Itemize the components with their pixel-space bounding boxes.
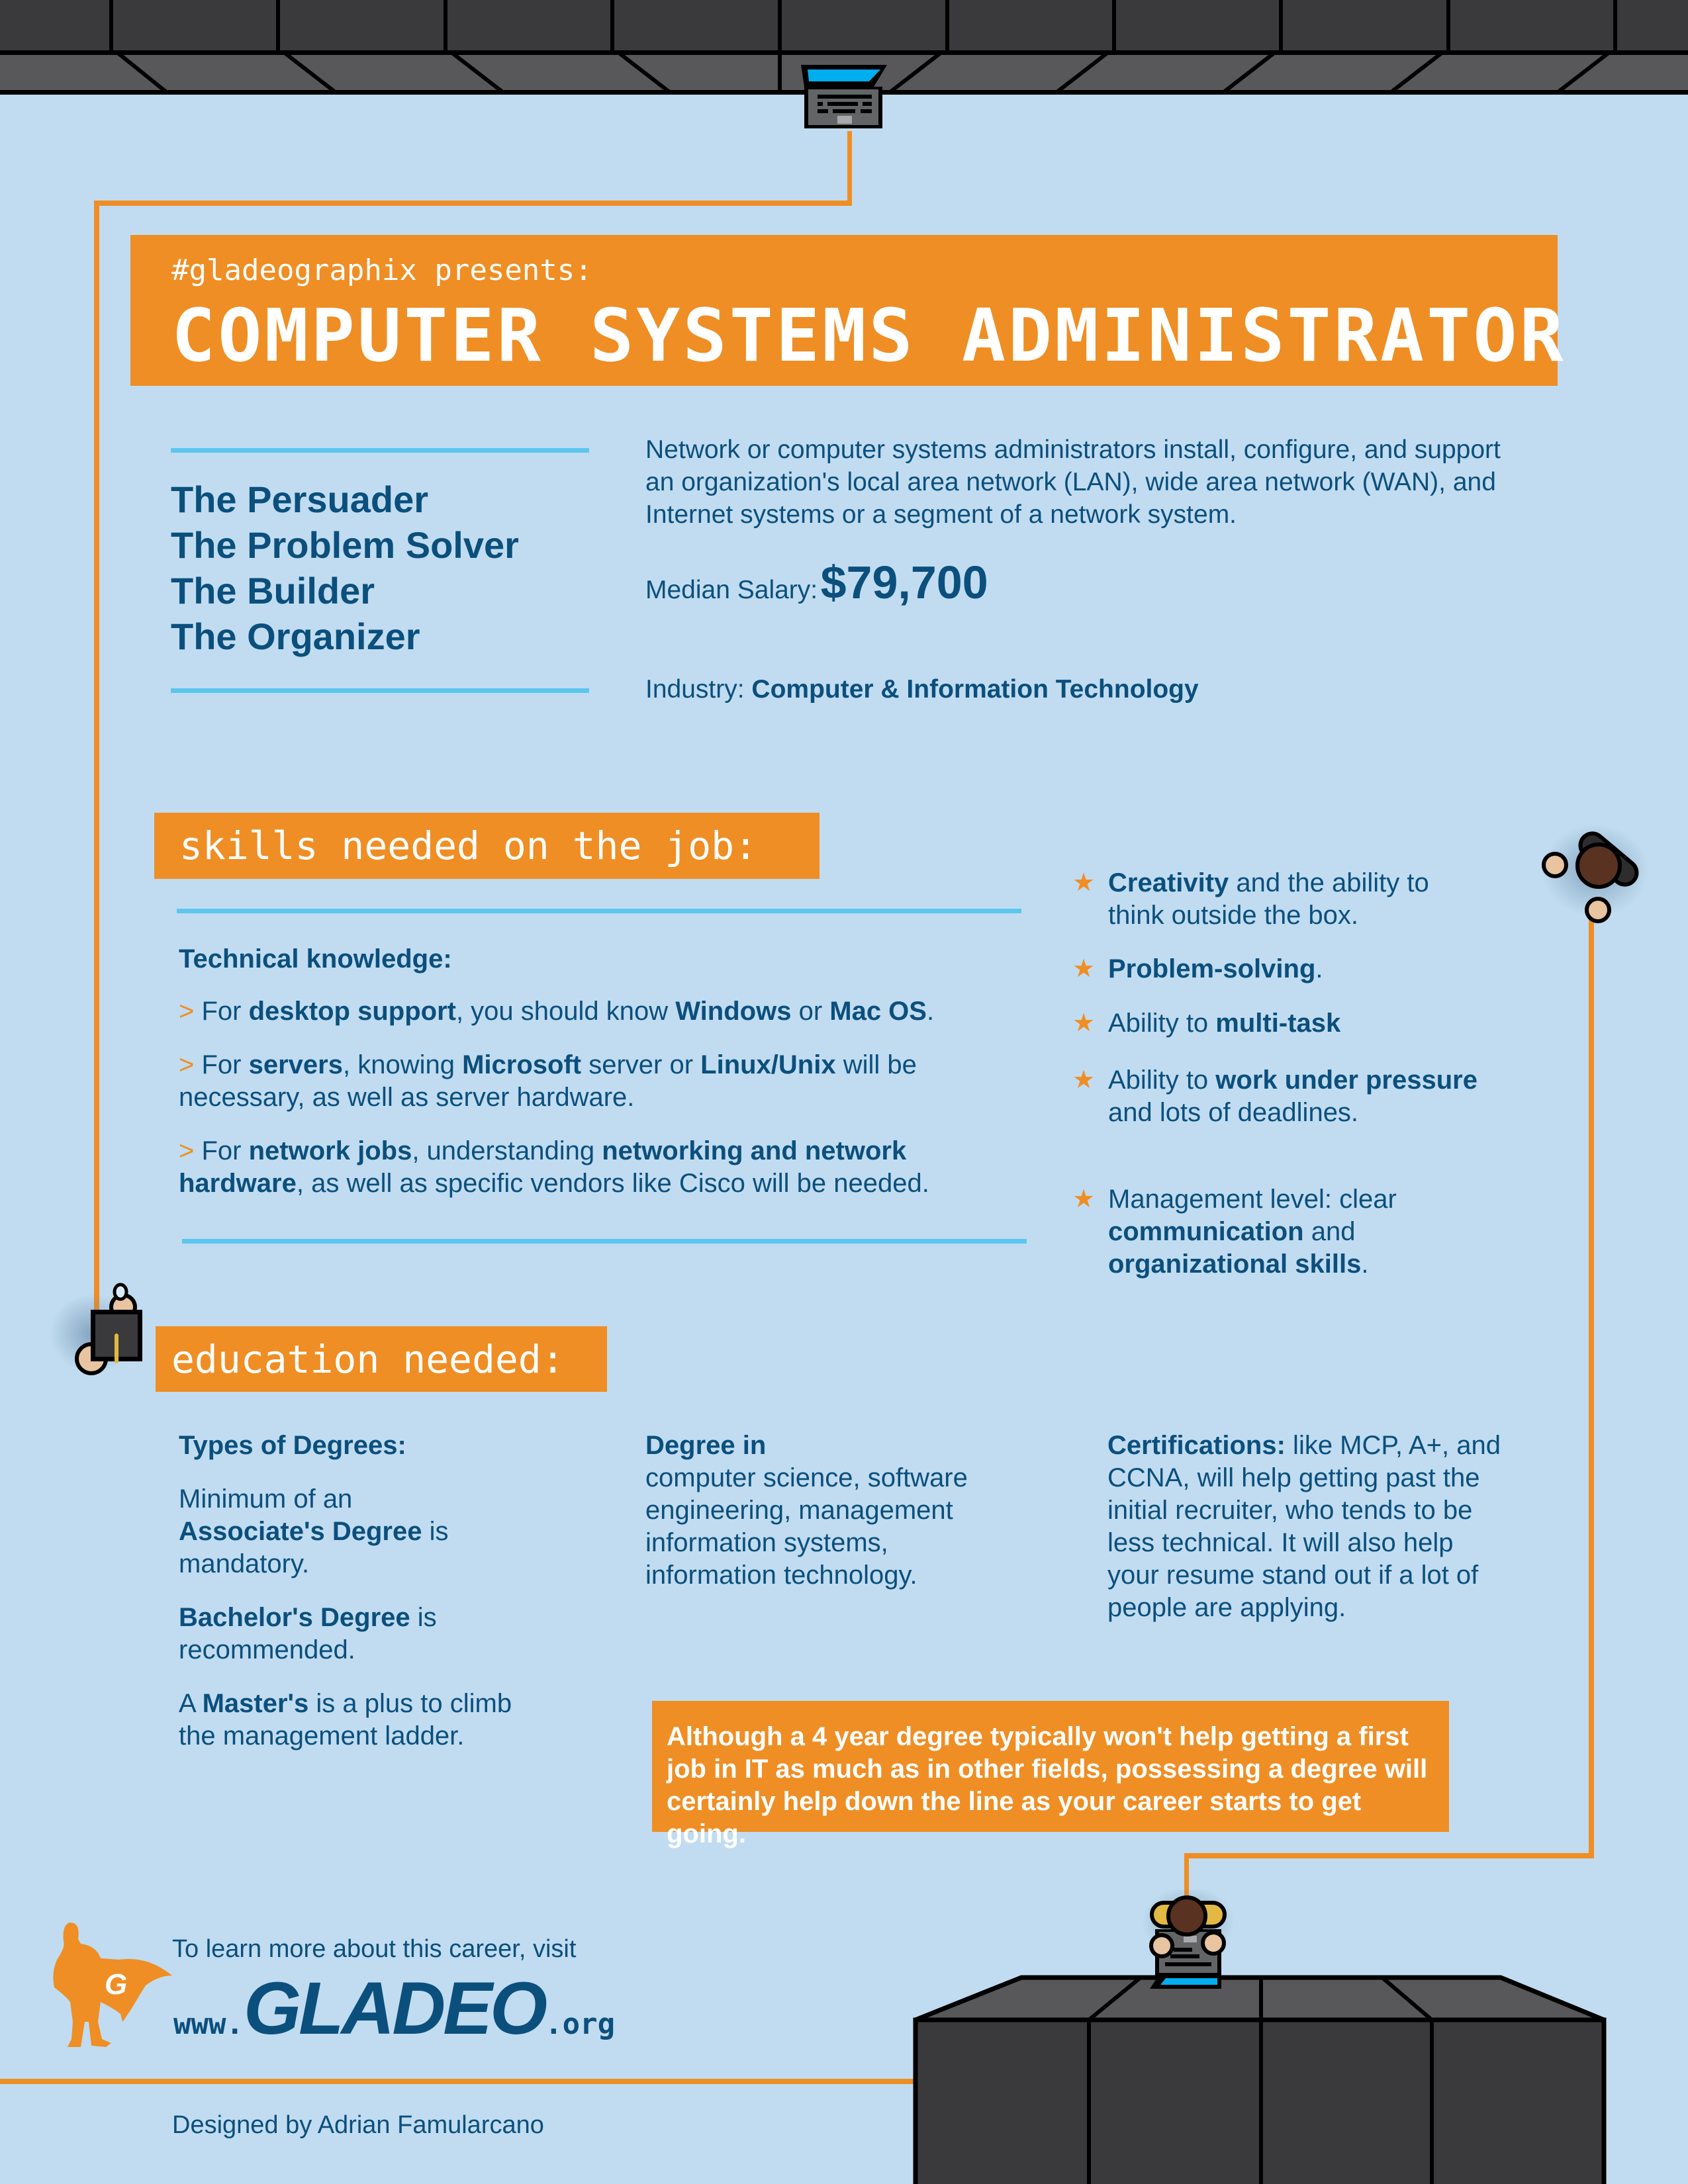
body-text: is a plus to climb the management ladder.: [179, 1689, 512, 1751]
designer-credit: Designed by Adrian Famularcano: [172, 2111, 544, 2139]
body-text: and: [1303, 1217, 1356, 1246]
chevron-right-icon: >: [179, 1050, 195, 1079]
body-text: , understanding: [412, 1136, 602, 1165]
soft-skill-item: [1072, 953, 1479, 985]
certifications: [1107, 1430, 1505, 1624]
soft-skill-item: [1072, 1183, 1479, 1281]
wire-bottom-horizontal: [0, 2079, 917, 2084]
persona-item: The Organizer: [171, 615, 420, 657]
body-text: , you should know: [455, 997, 676, 1026]
learn-more-text: To learn more about this career, visit: [172, 1935, 577, 1963]
soft-skill-item: [1072, 1064, 1479, 1129]
url-prefix: www.: [173, 2007, 244, 2041]
salary-value: $79,700: [820, 557, 988, 608]
industry-label: Industry:: [645, 675, 745, 704]
emphasis-text: Windows: [675, 997, 792, 1026]
emphasis-text: Linux/Unix: [700, 1050, 836, 1079]
degree-types-heading: Types of Degrees:: [179, 1431, 406, 1460]
laptop-icon: [798, 62, 890, 131]
gladeo-link[interactable]: [173, 1969, 615, 2048]
persona-item: The Persuader: [171, 478, 429, 520]
star-icon: ★: [1072, 869, 1096, 897]
technical-knowledge: [179, 943, 1033, 1200]
body-text: and the ability to think outside the box.: [1108, 868, 1429, 930]
industry-value: Computer & Information Technology: [751, 675, 1199, 704]
body-text: Minimum of an: [179, 1484, 353, 1514]
degree-type-item: [179, 1483, 496, 1580]
emphasis-text: Microsoft: [462, 1050, 582, 1079]
median-salary: [645, 556, 988, 609]
star-icon: ★: [1072, 955, 1096, 983]
degree-type-item: [179, 1688, 549, 1752]
soft-skill-item: [1072, 867, 1479, 932]
wire-right-vertical: [1589, 913, 1594, 1858]
education-heading: [156, 1326, 607, 1392]
emphasis-text: desktop support: [248, 997, 456, 1026]
degree-type-item: [179, 1602, 496, 1666]
emphasis-text: multi-task: [1215, 1009, 1341, 1038]
emphasis-text: organizational skills: [1108, 1250, 1362, 1279]
rich-text: [1108, 1066, 1477, 1127]
emphasis-text: Associate's Degree: [179, 1517, 422, 1546]
career-description: Network or computer systems administrators install, configure, and support an organization's local area network (LAN), wide area network (WAN), and Internet systems or a segment of a network system.: [645, 435, 1501, 529]
certifications-text: like MCP, A+, and CCNA, will help getting past the initial recruiter, who tends to be less technical. It will also help your resume stand out if a lot of people are applying.: [1107, 1431, 1501, 1622]
body-text: server or: [581, 1050, 701, 1079]
person-headset-icon: [1529, 821, 1648, 933]
technical-item: [179, 1049, 1033, 1114]
body-text: For: [201, 1050, 249, 1079]
body-text: .: [1361, 1250, 1369, 1279]
soft-skill-item: [1072, 1007, 1479, 1040]
degree-fields-text: computer science, software engineering, management information systems, information technology.: [645, 1463, 968, 1590]
body-text: For: [201, 997, 249, 1026]
personas-bottom-rule: [171, 688, 589, 693]
body-text: is mandatory.: [179, 1517, 449, 1578]
logo-letter: G: [105, 1968, 128, 2001]
star-icon: ★: [1072, 1009, 1096, 1037]
emphasis-text: servers: [248, 1050, 343, 1079]
emphasis-text: Master's: [202, 1689, 309, 1718]
wire-right-horizontal: [1184, 1853, 1594, 1858]
degree-types: [179, 1430, 576, 1752]
emphasis-text: Bachelor's Degree: [179, 1603, 410, 1632]
personas-top-rule: [171, 448, 589, 453]
rich-text: [179, 1689, 512, 1751]
persona-item: The Problem Solver: [171, 524, 519, 566]
presents-label: #gladeographix presents:: [171, 253, 592, 287]
wire-top-drop: [847, 131, 852, 204]
body-text: A: [179, 1689, 203, 1718]
body-text: and lots of deadlines.: [1108, 1098, 1359, 1127]
body-text: is recommended.: [179, 1603, 437, 1664]
chevron-right-icon: >: [179, 1136, 195, 1165]
rich-text: [179, 1050, 917, 1112]
emphasis-text: Problem-solving: [1108, 954, 1316, 983]
server-cabinet: [912, 1974, 1609, 2184]
rich-text: [179, 1136, 929, 1198]
person-laptop-icon: [1142, 1889, 1241, 2009]
body-text: , as well as specific vendors like Cisco will be needed.: [296, 1169, 929, 1198]
skills-heading-text: skills needed on the job:: [179, 823, 757, 868]
rich-text: [1108, 1185, 1397, 1279]
emphasis-text: network jobs: [248, 1136, 412, 1165]
wire-left-vertical: [94, 201, 99, 1319]
emphasis-text: communication: [1108, 1217, 1304, 1246]
emphasis-text: Creativity: [1108, 868, 1229, 897]
page-title: COMPUTER SYSTEMS ADMINISTRATOR: [171, 293, 1566, 378]
gladeo-hero-logo: [40, 1923, 179, 2052]
wire-top-horizontal: [94, 201, 852, 206]
skills-bottom-rule: [182, 1239, 1027, 1244]
skills-top-rule: [177, 909, 1021, 913]
url-suffix: .org: [545, 2007, 616, 2041]
body-text: or: [791, 997, 830, 1026]
emphasis-text: Mac OS: [829, 997, 927, 1026]
degree-fields: [645, 1430, 996, 1592]
rich-text: [1108, 868, 1429, 930]
technical-heading: Technical knowledge:: [179, 944, 452, 974]
title-banner: [130, 235, 1566, 386]
body-text: For: [201, 1136, 249, 1165]
body-text: .: [926, 997, 935, 1026]
rich-text: [179, 1603, 437, 1664]
brand-wordmark: GLADEO: [243, 1967, 545, 2050]
graduate-cap-icon: [46, 1277, 146, 1377]
star-icon: ★: [1072, 1185, 1096, 1213]
star-icon: ★: [1072, 1066, 1096, 1094]
body-text: Ability to: [1108, 1009, 1216, 1038]
salary-label: Median Salary:: [645, 576, 818, 604]
chevron-right-icon: >: [179, 997, 195, 1026]
rich-text: [201, 997, 934, 1026]
body-text: Ability to: [1108, 1066, 1216, 1095]
degree-note-text: Although a 4 year degree typically won't help getting a first job in IT as much as in other fields, possessing a degree will certainly help down the line as your career starts to get going.: [667, 1722, 1428, 1848]
rich-text: [179, 1484, 448, 1578]
education-heading-text: education needed:: [171, 1337, 565, 1382]
degree-fields-heading: Degree in: [645, 1431, 767, 1460]
industry: [645, 675, 1199, 704]
body-text: Management level: clear: [1108, 1185, 1397, 1214]
rich-text: [1108, 954, 1323, 983]
emphasis-text: networking and network hardware: [179, 1136, 907, 1198]
personas-list: [171, 477, 519, 659]
body-text: .: [1315, 954, 1323, 983]
body-text: will be necessary, as well as server hardware.: [179, 1050, 917, 1112]
persona-item: The Builder: [171, 570, 375, 612]
technical-item: [179, 995, 1033, 1028]
rich-text: [1108, 1009, 1340, 1038]
emphasis-text: work under pressure: [1215, 1066, 1477, 1095]
soft-skills-list: [1072, 867, 1477, 1291]
body-text: , knowing: [342, 1050, 463, 1079]
certifications-label: Certifications:: [1107, 1431, 1286, 1460]
skills-heading: [154, 813, 820, 879]
technical-item: [179, 1135, 1033, 1200]
degree-note-box: [652, 1701, 1449, 1848]
